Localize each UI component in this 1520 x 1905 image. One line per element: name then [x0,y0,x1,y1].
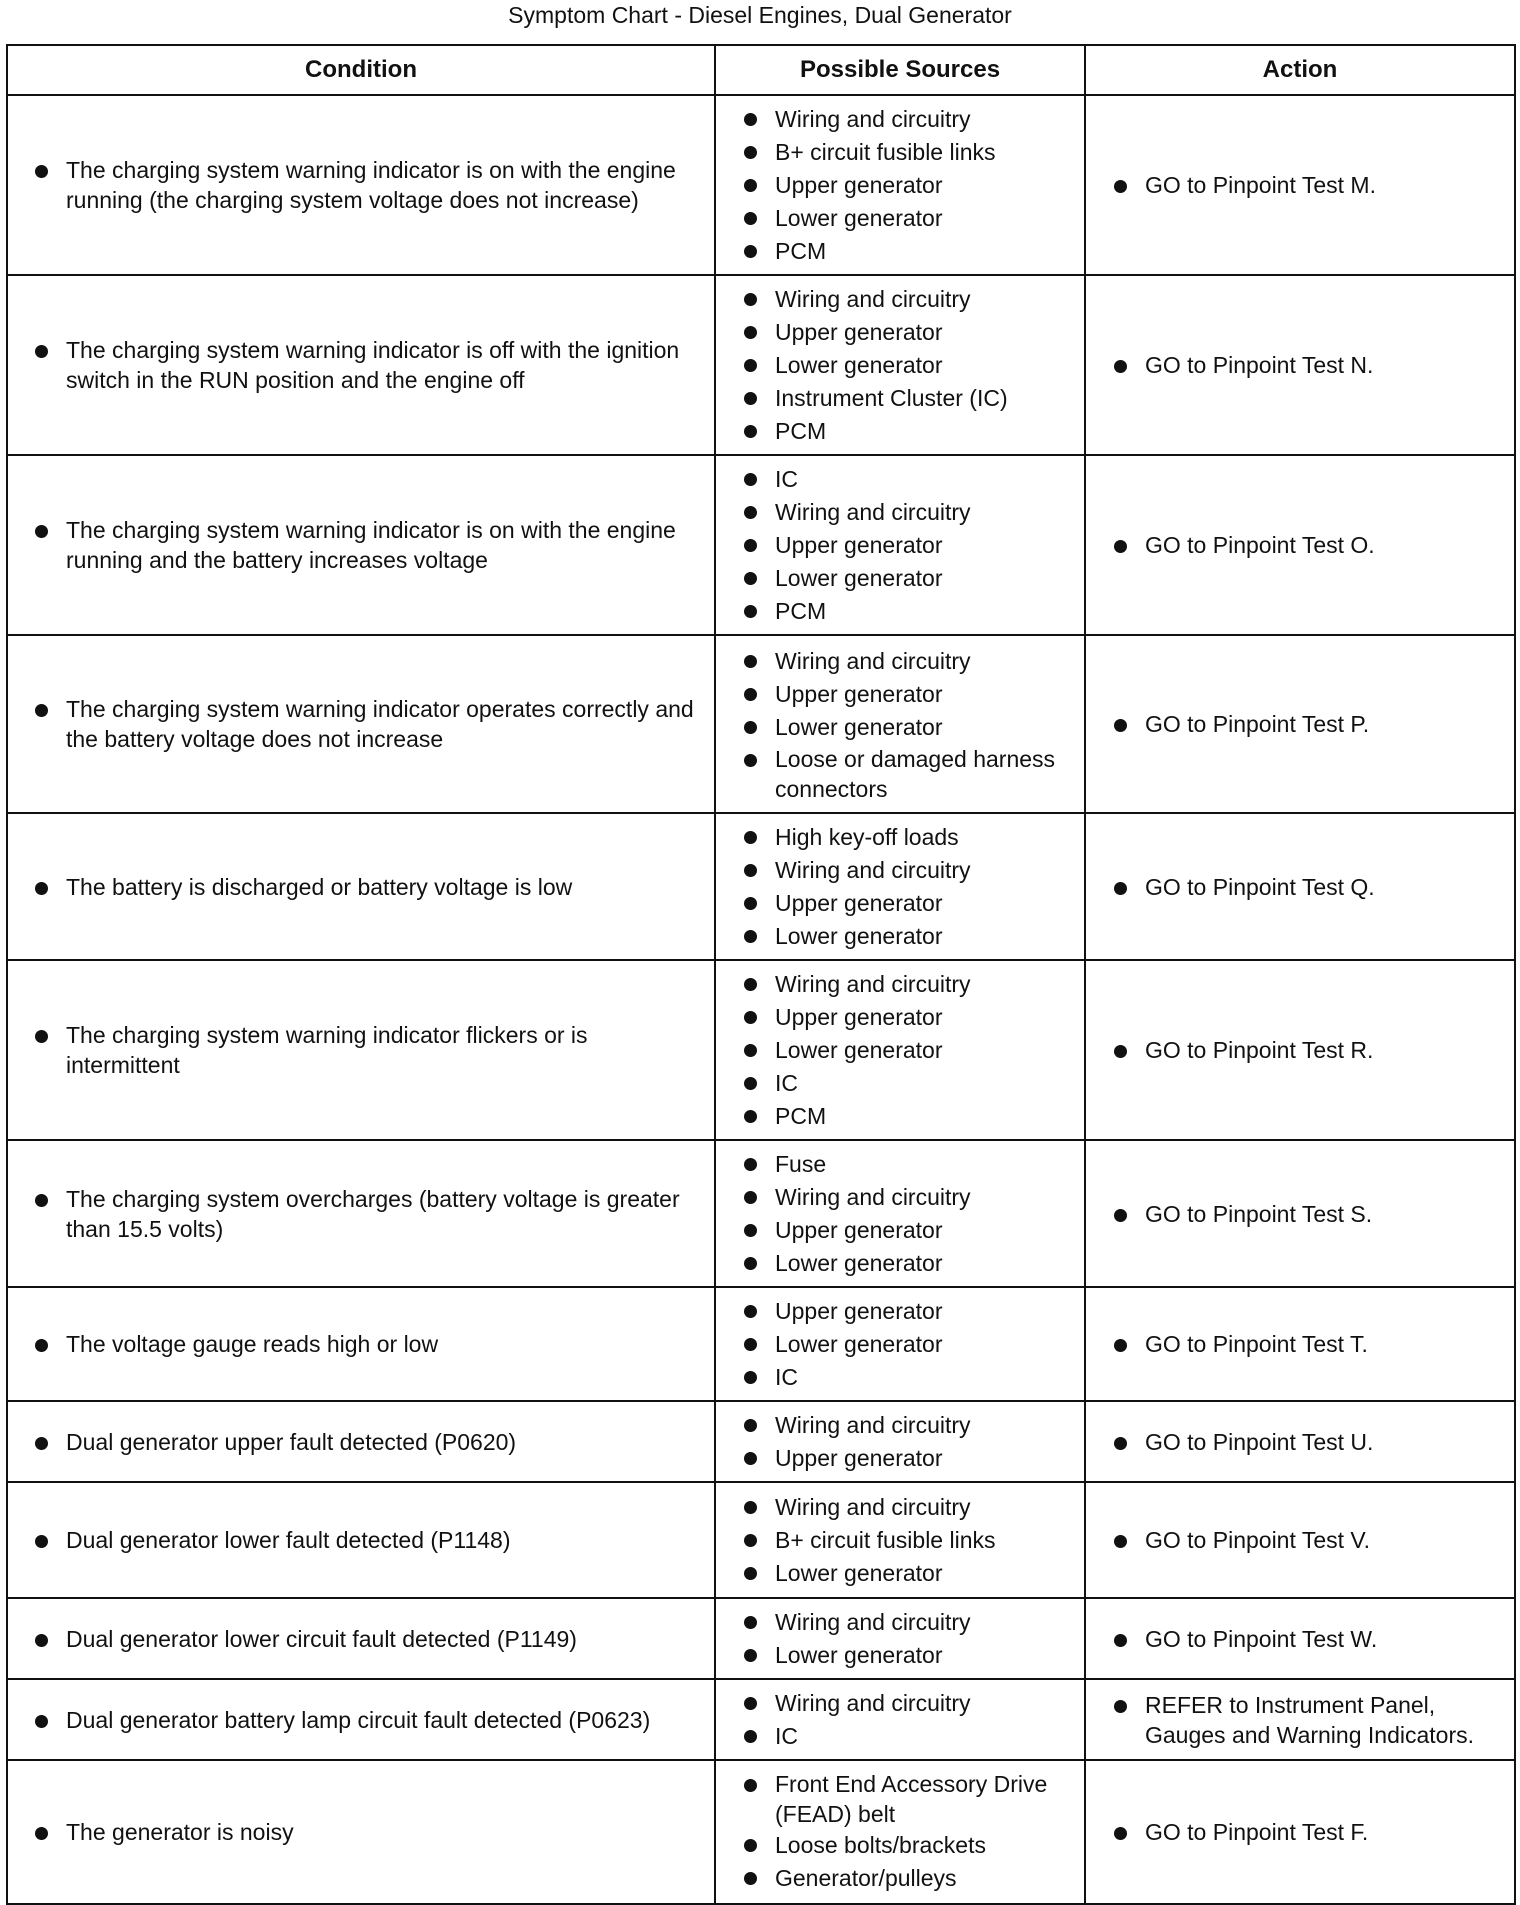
source-item-list [742,645,1078,804]
source-item: Wiring and circuitry [742,1491,1078,1524]
table-row [7,813,1515,960]
condition-cell [7,455,715,635]
sources-cell [715,813,1085,960]
source-item: Wiring and circuitry [742,1181,1078,1214]
table-row [7,635,1515,813]
condition-text: The charging system warning indicator flickers or is intermittent [33,1020,706,1080]
condition-list [33,872,706,902]
header-possible-sources: Possible Sources [715,45,1085,95]
condition-text: Dual generator upper fault detected (P0620) [33,1427,706,1457]
page-title: Symptom Chart - Diesel Engines, Dual Generator [508,2,1012,28]
source-item: Lower generator [742,1557,1078,1590]
source-item: Loose bolts/brackets [742,1829,1078,1862]
action-list [1112,1817,1508,1847]
source-item: PCM [742,595,1078,628]
condition-text: The battery is discharged or battery voltage is low [33,872,706,902]
condition-cell [7,1598,715,1679]
source-item: B+ circuit fusible links [742,1524,1078,1557]
condition-list [33,515,706,575]
action-list [1112,1525,1508,1555]
source-item: PCM [742,235,1078,268]
action-cell [1085,813,1515,960]
condition-cell [7,960,715,1140]
source-item-list [742,283,1078,448]
condition-cell [7,1482,715,1598]
condition-text: Dual generator battery lamp circuit fault detected (P0623) [33,1705,706,1735]
source-item: Upper generator [742,1214,1078,1247]
table-row [7,1679,1515,1760]
source-item: Lower generator [742,1328,1078,1361]
condition-cell [7,1287,715,1401]
condition-text: The generator is noisy [33,1817,706,1847]
condition-text: The charging system warning indicator operates correctly and the battery voltage does not increase [33,694,706,754]
action-list [1112,1329,1508,1359]
action-cell [1085,1679,1515,1760]
source-item-list [742,1491,1078,1590]
source-item: Wiring and circuitry [742,854,1078,887]
action-list [1112,1199,1508,1229]
action-list [1112,170,1508,200]
source-item: Upper generator [742,1442,1078,1475]
source-item: PCM [742,415,1078,448]
table-row [7,1287,1515,1401]
source-item: Lower generator [742,1034,1078,1067]
action-text: GO to Pinpoint Test U. [1112,1427,1508,1457]
source-item-list [742,1769,1078,1895]
action-text: GO to Pinpoint Test R. [1112,1035,1508,1065]
header-row [7,45,1515,95]
source-item: Front End Accessory Drive (FEAD) belt [742,1769,1078,1829]
sources-cell [715,1760,1085,1904]
condition-list [33,1329,706,1359]
table-row [7,1598,1515,1679]
source-item: Wiring and circuitry [742,1606,1078,1639]
action-cell [1085,455,1515,635]
source-item: IC [742,463,1078,496]
condition-list [33,1624,706,1654]
action-cell [1085,1482,1515,1598]
source-item-list [742,968,1078,1133]
action-text: GO to Pinpoint Test W. [1112,1624,1508,1654]
source-item: Lower generator [742,1639,1078,1672]
source-item: Upper generator [742,1295,1078,1328]
table-row [7,960,1515,1140]
condition-list [33,1705,706,1735]
header-action: Action [1085,45,1515,95]
source-item-list [742,463,1078,628]
action-cell [1085,635,1515,813]
condition-cell [7,275,715,455]
table-row [7,1401,1515,1482]
source-item-list [742,1606,1078,1672]
table-row [7,1482,1515,1598]
sources-cell [715,635,1085,813]
source-item: Loose or damaged harness connectors [742,744,1078,804]
source-item: Lower generator [742,202,1078,235]
action-list [1112,1427,1508,1457]
source-item: IC [742,1720,1078,1753]
source-item: High key-off loads [742,821,1078,854]
action-cell [1085,1287,1515,1401]
source-item: Wiring and circuitry [742,283,1078,316]
source-item: Generator/pulleys [742,1862,1078,1895]
condition-text: The charging system warning indicator is on with the engine running and the battery increases voltage [33,515,706,575]
condition-list [33,1817,706,1847]
sources-cell [715,1287,1085,1401]
condition-list [33,694,706,754]
symptom-table [6,44,1516,1905]
source-item: Wiring and circuitry [742,968,1078,1001]
sources-cell [715,275,1085,455]
action-text: GO to Pinpoint Test S. [1112,1199,1508,1229]
condition-list [33,335,706,395]
action-text: GO to Pinpoint Test M. [1112,170,1508,200]
source-item: B+ circuit fusible links [742,136,1078,169]
condition-text: Dual generator lower circuit fault detected (P1149) [33,1624,706,1654]
source-item: IC [742,1361,1078,1394]
source-item-list [742,1409,1078,1475]
source-item: Upper generator [742,316,1078,349]
sources-cell [715,1482,1085,1598]
source-item: Wiring and circuitry [742,103,1078,136]
sources-cell [715,455,1085,635]
condition-text: The charging system warning indicator is off with the ignition switch in the RUN position and the engine off [33,335,706,395]
source-item: Lower generator [742,562,1078,595]
action-list [1112,709,1508,739]
sources-cell [715,1401,1085,1482]
source-item: Fuse [742,1148,1078,1181]
action-text: GO to Pinpoint Test F. [1112,1817,1508,1847]
action-text: GO to Pinpoint Test O. [1112,530,1508,560]
source-item: Lower generator [742,711,1078,744]
action-text: GO to Pinpoint Test V. [1112,1525,1508,1555]
source-item: Wiring and circuitry [742,1687,1078,1720]
source-item: Lower generator [742,1247,1078,1280]
table-row [7,455,1515,635]
header-condition: Condition [7,45,715,95]
condition-list [33,1525,706,1555]
sources-cell [715,960,1085,1140]
action-list [1112,350,1508,380]
source-item: Wiring and circuitry [742,645,1078,678]
source-item: Upper generator [742,529,1078,562]
action-cell [1085,95,1515,275]
condition-cell [7,635,715,813]
condition-list [33,1427,706,1457]
action-text: GO to Pinpoint Test P. [1112,709,1508,739]
condition-cell [7,1401,715,1482]
condition-cell [7,1760,715,1904]
source-item: Lower generator [742,920,1078,953]
action-cell [1085,1140,1515,1287]
sources-cell [715,1140,1085,1287]
source-item-list [742,1148,1078,1280]
action-cell [1085,1760,1515,1904]
condition-cell [7,813,715,960]
source-item: Upper generator [742,1001,1078,1034]
source-item: PCM [742,1100,1078,1133]
source-item: Upper generator [742,887,1078,920]
table-row [7,95,1515,275]
source-item: Wiring and circuitry [742,496,1078,529]
action-text: GO to Pinpoint Test Q. [1112,872,1508,902]
condition-cell [7,1679,715,1760]
source-item: Lower generator [742,349,1078,382]
sources-cell [715,1679,1085,1760]
sources-cell [715,95,1085,275]
condition-text: The charging system warning indicator is on with the engine running (the charging system voltage does not increase) [33,155,706,215]
condition-list [33,155,706,215]
condition-text: The voltage gauge reads high or low [33,1329,706,1359]
sources-cell [715,1598,1085,1679]
action-text: REFER to Instrument Panel, Gauges and Warning Indicators. [1112,1690,1508,1750]
action-list [1112,1690,1508,1750]
source-item-list [742,1295,1078,1394]
condition-list [33,1184,706,1244]
action-list [1112,1035,1508,1065]
table-row [7,1140,1515,1287]
action-text: GO to Pinpoint Test T. [1112,1329,1508,1359]
table-row [7,1760,1515,1904]
action-list [1112,530,1508,560]
source-item-list [742,103,1078,268]
source-item: Instrument Cluster (IC) [742,382,1078,415]
action-cell [1085,1598,1515,1679]
source-item: Upper generator [742,169,1078,202]
condition-cell [7,1140,715,1287]
table-row [7,275,1515,455]
action-list [1112,1624,1508,1654]
action-list [1112,872,1508,902]
source-item: Wiring and circuitry [742,1409,1078,1442]
source-item: Upper generator [742,678,1078,711]
condition-cell [7,95,715,275]
action-cell [1085,960,1515,1140]
action-text: GO to Pinpoint Test N. [1112,350,1508,380]
action-cell [1085,1401,1515,1482]
condition-text: The charging system overcharges (battery voltage is greater than 15.5 volts) [33,1184,706,1244]
source-item-list [742,1687,1078,1753]
condition-text: Dual generator lower fault detected (P1148) [33,1525,706,1555]
action-cell [1085,275,1515,455]
source-item-list [742,821,1078,953]
source-item: IC [742,1067,1078,1100]
condition-list [33,1020,706,1080]
